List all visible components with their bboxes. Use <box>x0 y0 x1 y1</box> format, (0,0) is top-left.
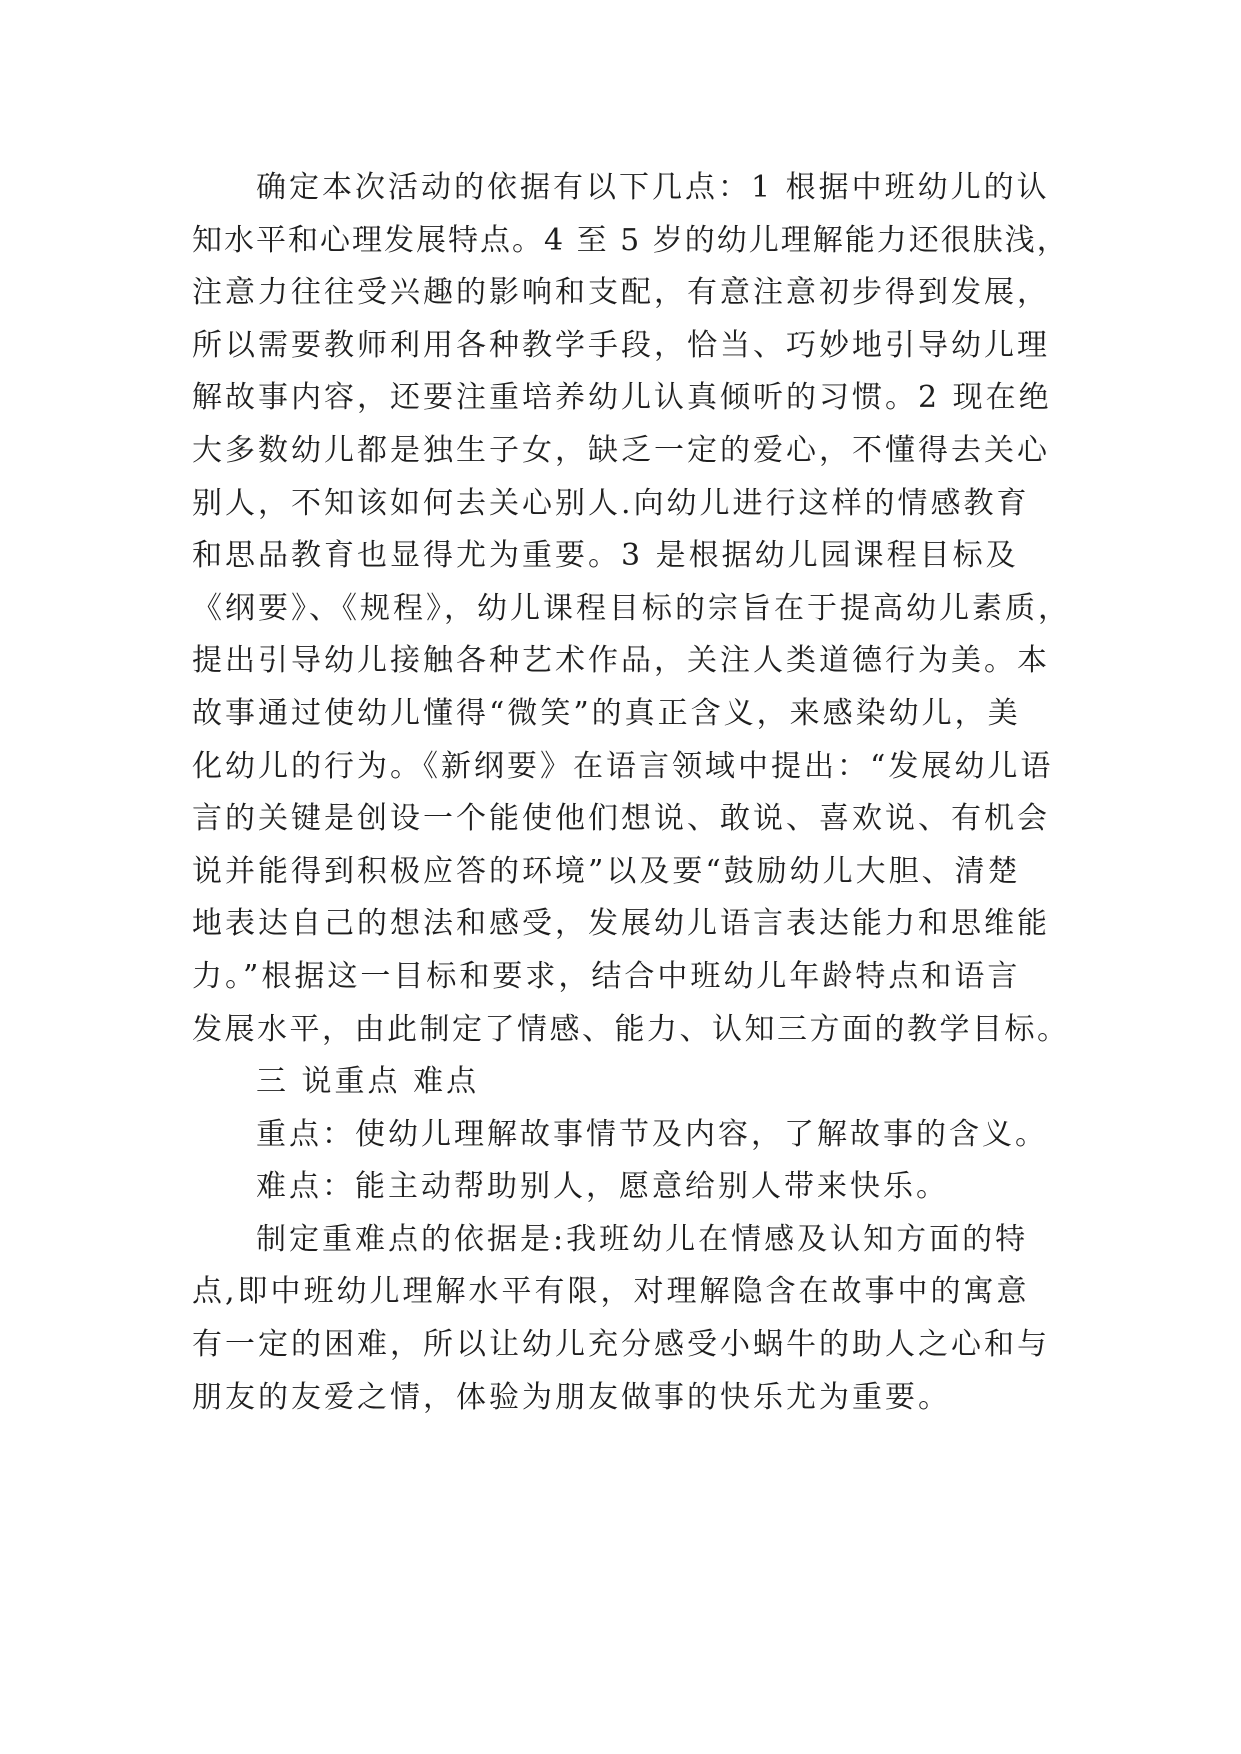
text-line: 注意力往往受兴趣的影响和支配，有意注意初步得到发展， <box>192 275 1050 311</box>
text-line: 故事通过使幼儿懂得“微笑”的真正含义，来感染幼儿，美 <box>192 695 1021 731</box>
text-line: 制定重难点的依据是:我班幼儿在情感及认知方面的特 <box>256 1221 1029 1257</box>
text-line: 有一定的困难，所以让幼儿充分感受小蜗牛的助人之心和与 <box>192 1327 1050 1363</box>
text-line: 提出引导幼儿接触各种艺术作品，关注人类道德行为美。本 <box>192 643 1050 679</box>
text-line: 和思品教育也显得尤为重要。3 是根据幼儿园课程目标及 <box>192 538 1019 574</box>
text-line: 言的关键是创设一个能使他们想说、敢说、喜欢说、有机会 <box>192 801 1050 837</box>
text-line: 朋友的友爱之情，体验为朋友做事的快乐尤为重要。 <box>192 1379 951 1415</box>
text-line: 三 说重点 难点 <box>256 1064 480 1100</box>
text-line: 点,即中班幼儿理解水平有限，对理解隐含在故事中的寓意 <box>192 1274 1030 1310</box>
text-line: 重点：使幼儿理解故事情节及内容，了解故事的含义。 <box>256 1116 1048 1152</box>
text-line: 发展水平，由此制定了情感、能力、认知三方面的教学目标。 <box>192 1011 1070 1047</box>
text-line: 力。”根据这一目标和要求，结合中班幼儿年龄特点和语言 <box>192 958 1021 994</box>
text-line: 大多数幼儿都是独生子女，缺乏一定的爱心，不懂得去关心 <box>192 432 1050 468</box>
text-line: 知水平和心理发展特点。4 至 5 岁的幼儿理解能力还很肤浅， <box>192 222 1069 258</box>
text-line: 化幼儿的行为。《新纲要》在语言领域中提出：“发展幼儿语 <box>192 748 1054 784</box>
text-line: 难点：能主动帮助别人，愿意给别人带来快乐。 <box>256 1169 949 1205</box>
text-line: 所以需要教师利用各种教学手段，恰当、巧妙地引导幼儿理 <box>192 327 1050 363</box>
text-line: 别人，不知该如何去关心别人.向幼儿进行这样的情感教育 <box>192 485 1030 521</box>
document-body <box>192 162 1072 1424</box>
text-line: 地表达自己的想法和感受，发展幼儿语言表达能力和思维能 <box>192 906 1050 942</box>
text-line: 说并能得到积极应答的环境”以及要“鼓励幼儿大胆、清楚 <box>192 853 1021 889</box>
text-line: 确定本次活动的依据有以下几点：1 根据中班幼儿的认 <box>256 170 1050 205</box>
text-line: 解故事内容，还要注重培养幼儿认真倾听的习惯。2 现在绝 <box>192 380 1052 416</box>
text-line: 《纲要》、《规程》，幼儿课程目标的宗旨在于提高幼儿素质， <box>192 590 1071 626</box>
